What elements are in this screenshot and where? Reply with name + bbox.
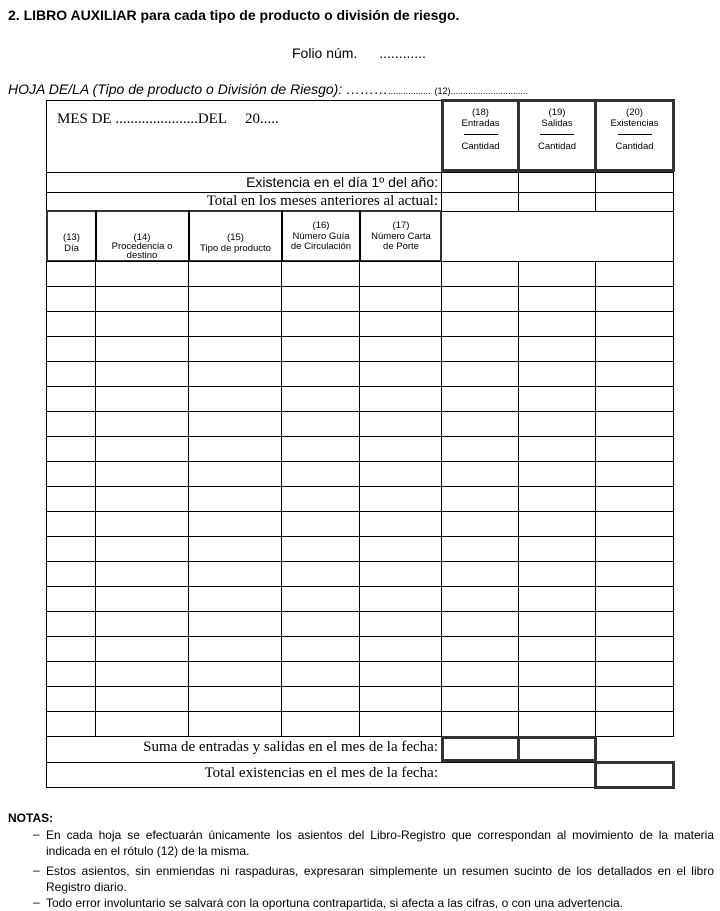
dia-name: Día — [64, 242, 79, 254]
folio-line — [292, 45, 426, 61]
grid-row-line — [46, 561, 674, 562]
folio-label: Folio núm. — [292, 45, 358, 61]
notes-title: NOTAS: — [8, 811, 54, 825]
procedencia-name: Procedencia o destino — [111, 241, 173, 261]
guia-circulacion-name: Número Guía de Circulación — [290, 230, 352, 252]
existencia-dia-1-label: Existencia en el día 1º del año: — [246, 174, 438, 190]
grid-column-line — [188, 261, 189, 736]
hoja-line — [8, 81, 528, 97]
tipo-producto-num: (15) — [227, 232, 244, 243]
total-row-bottom — [46, 787, 595, 788]
detail-sep-3 — [281, 210, 283, 262]
folio-number-field: ............ — [379, 45, 426, 61]
grid-column-line — [595, 261, 596, 736]
document-title: 2. LIBRO AUXILIAR para cada tipo de producto o división de riesgo. — [8, 7, 460, 23]
hoja-dots-end: ............................... — [450, 86, 529, 96]
entradas-unit: Cantidad — [461, 141, 500, 152]
suma-entradas-salidas-label: Suma de entradas y salidas en el mes de la fecha: — [143, 739, 438, 755]
hoja-label: HOJA DE/LA (Tipo de producto o División de Riesgo): ……… — [8, 81, 389, 97]
qty-col-line-c — [673, 172, 674, 211]
salidas-rule — [540, 134, 574, 135]
grid-row-line — [46, 636, 674, 637]
grid-column-line — [359, 261, 360, 736]
existencias-num: (20) — [626, 107, 643, 118]
guia-circulacion-header — [287, 221, 355, 253]
grid-row-line — [46, 361, 674, 362]
grid-column-line — [281, 261, 282, 736]
grid-row-line — [46, 311, 674, 312]
suma-salidas-box — [517, 736, 597, 762]
note-1: En cada hoja se efectuarán únicamente los asientos del Libro-Registro que correspondan al movimiento de la materia indicada en el rótulo (12) de la misma. — [46, 828, 714, 858]
note-3: Todo error involuntario se salvará con la oportuna contrapartida, si afecta a las cifras, o con una advertencia. — [46, 896, 623, 910]
grid-row-line — [46, 511, 674, 512]
existencias-rule — [618, 134, 652, 135]
total-existencias-box — [594, 761, 675, 789]
carta-porte-name: Número Carta de Porte — [371, 230, 431, 252]
qty-col-line-b — [595, 172, 596, 211]
grid-column-line — [95, 261, 96, 736]
hoja-ref: (12) — [434, 86, 451, 96]
qty-col-line-a — [518, 172, 519, 211]
grid-row-line — [46, 261, 674, 262]
suma-entradas-box — [441, 736, 520, 762]
grid-row-line — [46, 461, 674, 462]
grid-row-line — [46, 536, 674, 537]
grid-row-line — [46, 286, 674, 287]
note-1-bullet: – — [33, 827, 40, 841]
total-row-top — [46, 762, 595, 763]
row-line-172 — [46, 172, 674, 173]
salidas-name: Salidas — [541, 118, 573, 129]
detail-sep-4 — [359, 210, 361, 262]
grid-row-line — [46, 411, 674, 412]
entradas-num: (18) — [472, 107, 489, 118]
frame-top — [46, 100, 442, 101]
existencias-header — [597, 107, 672, 152]
grid-row-line — [46, 336, 674, 337]
total-existencias-label: Total existencias en el mes de la fecha: — [204, 765, 438, 781]
total-meses-anteriores-label: Total en los meses anteriores al actual: — [206, 193, 438, 209]
tipo-producto-header — [190, 233, 281, 254]
grid-row-line — [46, 686, 674, 687]
note-2: Estos asientos, sin enmiendas ni raspaduras, expresaran simplemente un resumen sucinto de los detallados en el libro Registro diario. — [46, 864, 714, 894]
salidas-num: (19) — [548, 107, 566, 118]
suma-row-top — [46, 736, 442, 737]
note-2-bullet: – — [33, 863, 40, 877]
existencias-unit: Cantidad — [615, 141, 654, 152]
carta-porte-header — [365, 221, 437, 253]
grid-column-line — [518, 261, 519, 736]
hoja-dots-mid: ................. — [388, 86, 431, 96]
carta-porte-num: (17) — [392, 220, 410, 231]
note-3-bullet: – — [33, 895, 40, 909]
procedencia-num: (14) — [133, 232, 151, 243]
grid-row-line — [46, 711, 674, 712]
grid-row-line — [46, 436, 674, 437]
detail-sep-1 — [95, 210, 97, 262]
dia-num: (13) — [63, 232, 80, 243]
salidas-unit: Cantidad — [537, 141, 577, 152]
entradas-rule — [464, 134, 498, 135]
frame-left — [46, 100, 47, 788]
anio-label: 20..... — [245, 111, 279, 127]
grid-row-line — [46, 386, 674, 387]
mes-label: MES DE ......................DEL — [57, 111, 227, 127]
frame-divider — [441, 100, 442, 736]
procedencia-header — [108, 233, 176, 260]
dia-header — [48, 233, 95, 254]
grid-row-line — [46, 661, 674, 662]
tipo-producto-name: Tipo de producto — [200, 242, 271, 254]
frame-right — [673, 211, 674, 736]
guia-circulacion-num: (16) — [312, 220, 330, 231]
mes-del-line — [57, 111, 279, 128]
grid-row-line — [46, 586, 674, 587]
grid-row-line — [46, 486, 674, 487]
entradas-header — [444, 107, 517, 152]
grid-row-line — [46, 611, 674, 612]
salidas-header — [520, 107, 594, 152]
entradas-name: Entradas — [461, 118, 500, 129]
existencias-name: Existencias — [610, 118, 659, 129]
